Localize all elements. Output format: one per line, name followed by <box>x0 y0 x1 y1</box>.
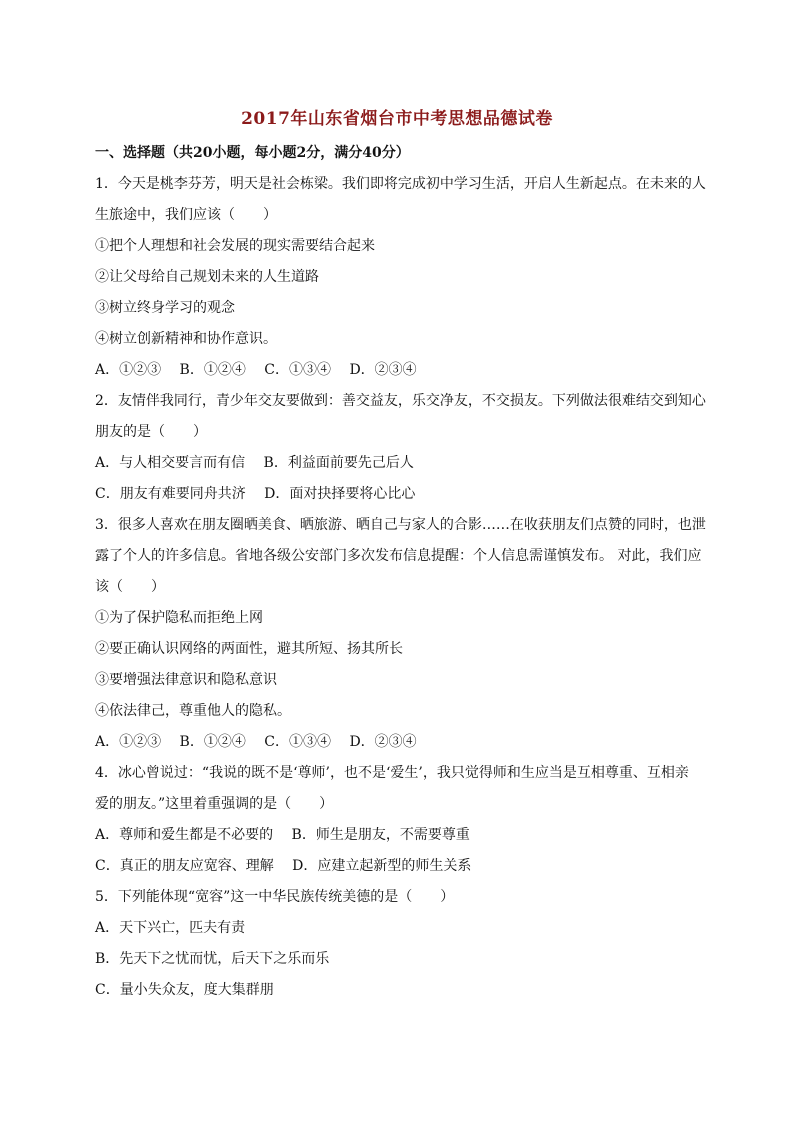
question-1-statement-3: ③树立终身学习的观念 <box>95 300 235 316</box>
question-2-options-line-1: A．与人相交要言而有信 B．利益面前要先己后人 <box>95 455 414 471</box>
question-3-statement-3: ③要增强法律意识和隐私意识 <box>95 672 277 688</box>
question-4-options-line-2: C．真正的朋友应宽容、理解 D．应建立起新型的师生关系 <box>95 858 472 874</box>
question-5-option-c: C．量小失众友，度大集群朋 <box>95 982 274 998</box>
question-4-stem-line-2: 爱的朋友。”这里着重强调的是（ ） <box>95 796 334 812</box>
question-1-options: A．①②③ B．①②④ C．①③④ D．②③④ <box>95 362 417 378</box>
question-3-statement-1: ①为了保护隐私而拒绝上网 <box>95 610 263 626</box>
question-1-statement-4: ④树立创新精神和协作意识。 <box>95 331 277 347</box>
question-3-options: A．①②③ B．①②④ C．①③④ D．②③④ <box>95 734 417 750</box>
question-1-stem-line-2: 生旅途中，我们应该（ ） <box>95 207 277 223</box>
question-5-option-b: B．先天下之忧而忧，后天下之乐而乐 <box>95 951 330 967</box>
question-1-statement-1: ①把个人理想和社会发展的现实需要结合起来 <box>95 238 375 254</box>
section-heading: 一、选择题（共20小题，每小题2分，满分40分） <box>95 145 410 161</box>
question-2-stem-line-2: 朋友的是（ ） <box>95 424 207 440</box>
question-3-stem-line-3: 该（ ） <box>95 579 165 595</box>
question-1-stem-line-1: 1．今天是桃李芬芳，明天是社会栋梁。我们即将完成初中学习生活，开启人生新起点。在未来的人 <box>95 176 706 192</box>
question-5-option-a: A．天下兴亡，匹夫有责 <box>95 920 246 936</box>
question-2-options-line-2: C．朋友有难要同舟共济 D．面对抉择要将心比心 <box>95 486 416 502</box>
question-5-stem: 5．下列能体现“宽容”这一中华民族传统美德的是（ ） <box>95 889 455 905</box>
question-4-stem-line-1: 4．冰心曾说过：“我说的既不是‘尊师’，也不是‘爱生’，我只觉得师和生应当是互相尊重、互相亲 <box>95 765 689 781</box>
exam-title: 2017年山东省烟台市中考思想品德试卷 <box>241 109 553 129</box>
question-4-options-line-1: A．尊师和爱生都是不必要的 B．师生是朋友，不需要尊重 <box>95 827 470 843</box>
question-3-stem-line-1: 3．很多人喜欢在朋友圈晒美食、晒旅游、晒自己与家人的合影……在收获朋友们点赞的同时，也泄 <box>95 517 706 533</box>
question-3-statement-4: ④依法律己，尊重他人的隐私。 <box>95 703 291 719</box>
question-1-statement-2: ②让父母给自己规划未来的人生道路 <box>95 269 319 285</box>
question-3-stem-line-2: 露了个人的许多信息。省地各级公安部门多次发布信息提醒：个人信息需谨慎发布。 对此，我们应 <box>95 548 702 564</box>
question-2-stem-line-1: 2．友情伴我同行，青少年交友要做到：善交益友，乐交净友，不交损友。下列做法很难结交到知心 <box>95 393 706 409</box>
question-3-statement-2: ②要正确认识网络的两面性，避其所短、扬其所长 <box>95 641 403 657</box>
